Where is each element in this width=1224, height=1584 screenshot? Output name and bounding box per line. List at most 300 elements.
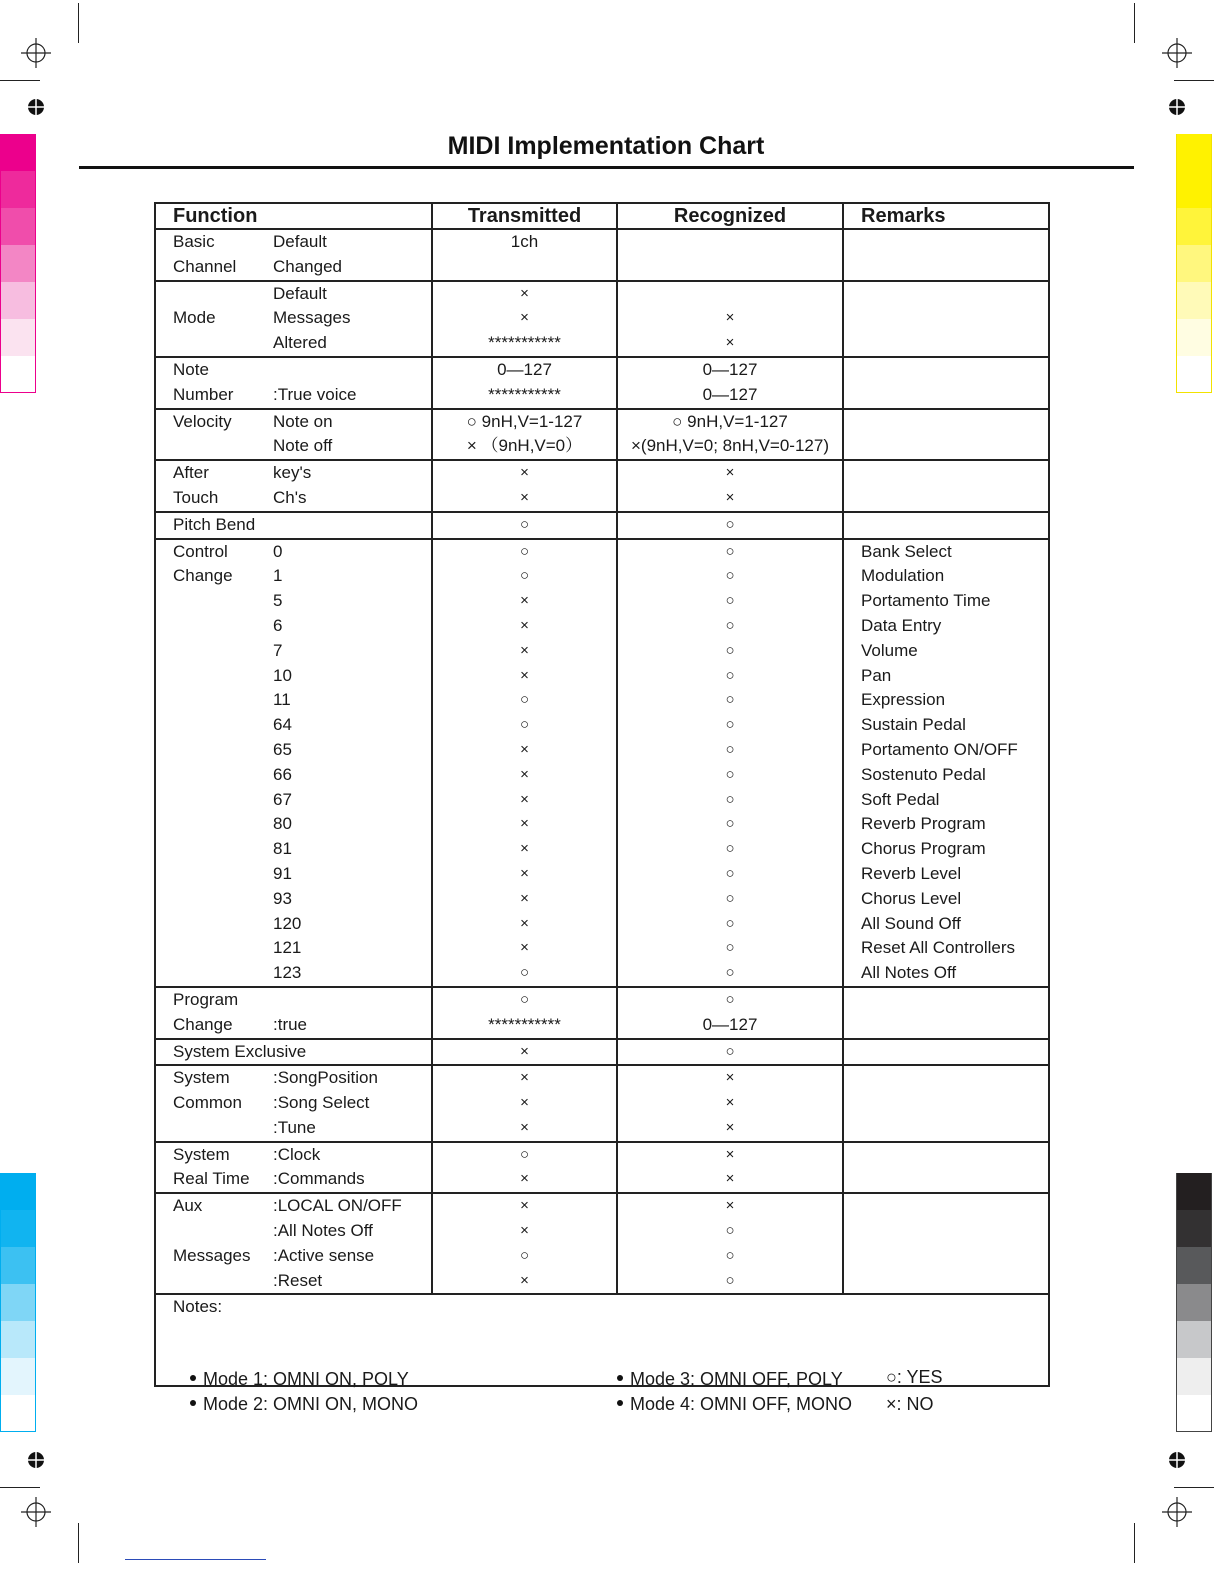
function-label: Mode (173, 308, 216, 328)
recognized-cell (617, 1039, 843, 1066)
remark-text: Sostenuto Pedal (861, 764, 986, 784)
legend-mode-3-text: Mode 3: OMNI OFF, POLY (630, 1369, 843, 1389)
remark-text (861, 358, 1048, 383)
recognized-cell (617, 460, 843, 512)
recognized-value: × (725, 1118, 735, 1136)
function-label: Pitch Bend (173, 514, 256, 534)
recognized-cell (617, 1065, 843, 1141)
recognized-cell (617, 539, 843, 987)
table-row-group (155, 1142, 1049, 1194)
recognized-value: × (725, 1197, 735, 1215)
recognized-value: ○ (725, 740, 735, 758)
function-line (173, 358, 431, 383)
recognized-value: 0—127 (702, 359, 758, 379)
transmitted-value: ○ (519, 1145, 530, 1163)
remark-text (861, 331, 1048, 356)
function-line (173, 1269, 431, 1294)
recognized-value: × (725, 1145, 735, 1163)
function-line (173, 936, 431, 961)
function-line (173, 763, 431, 788)
color-swatch (0, 1210, 36, 1247)
color-swatch (0, 1358, 36, 1395)
transmitted-value: ○ (519, 691, 530, 709)
transmitted-value: ○ (519, 567, 530, 585)
remark-text: Reverb Level (861, 863, 962, 883)
legend-yes: ○: YES (886, 1367, 943, 1387)
color-swatch (1176, 1210, 1212, 1247)
function-label (173, 664, 273, 689)
function-sublabel: Changed (273, 256, 343, 276)
function-line (173, 589, 431, 614)
recognized-value (618, 282, 842, 307)
recognized-cell (617, 987, 843, 1039)
function-label (173, 738, 273, 763)
recognized-value: ○ (725, 542, 735, 560)
recognized-value (618, 230, 842, 255)
remark-text: Modulation (861, 566, 945, 586)
color-swatch (1176, 171, 1212, 208)
transmitted-value: × (520, 666, 529, 684)
recognized-value: ○ (725, 914, 735, 932)
function-line (173, 564, 431, 589)
color-swatch (1176, 208, 1212, 245)
remark-text: All Notes Off (861, 963, 957, 983)
function-sublabel: :All Notes Off (273, 1221, 373, 1241)
remark-text (861, 1167, 1048, 1192)
table-row-group (155, 460, 1049, 512)
transmitted-value (433, 255, 616, 280)
recognized-value: ○ (725, 567, 735, 585)
function-label: After (173, 463, 209, 483)
function-line (173, 1219, 431, 1244)
recognized-value: ○ (725, 1271, 735, 1289)
transmitted-cell (432, 539, 617, 987)
color-swatch (1176, 282, 1212, 319)
function-sublabel: :Reset (273, 1270, 323, 1290)
title-divider (79, 166, 1134, 169)
remark-text (861, 1194, 1048, 1219)
recognized-value: ○ (725, 840, 735, 858)
function-line (173, 1013, 431, 1038)
registration-dot-icon (1168, 1451, 1186, 1469)
function-sublabel: Default (273, 283, 327, 303)
recognized-cell (617, 512, 843, 539)
table-row-group (155, 409, 1049, 461)
table-row-group (155, 1039, 1049, 1066)
remark-text (861, 1219, 1048, 1244)
transmitted-value: × （9nH,V=0） (466, 436, 583, 456)
registration-target-icon (1162, 38, 1192, 68)
remarks-cell (843, 229, 1049, 281)
remark-text: Volume (861, 640, 918, 660)
transmitted-cell (432, 357, 617, 409)
function-sublabel: 10 (273, 665, 292, 685)
header-function: Function (155, 203, 432, 229)
function-line (173, 306, 431, 331)
function-sublabel: 65 (273, 739, 292, 759)
color-swatch (1176, 1284, 1212, 1321)
function-line (173, 1066, 431, 1091)
function-sublabel: 120 (273, 913, 302, 933)
function-cell (155, 1039, 432, 1066)
registration-target-icon (21, 38, 51, 68)
function-line (173, 461, 431, 486)
registration-dot-icon (27, 98, 45, 116)
function-label: Number (173, 384, 234, 404)
recognized-value: ○ (725, 1222, 735, 1240)
legend-mode-2 (190, 1394, 418, 1415)
function-sublabel: 64 (273, 715, 292, 735)
transmitted-value: × (520, 1222, 529, 1240)
function-sublabel: Ch's (273, 487, 307, 507)
remark-text: Expression (861, 690, 946, 710)
function-line (173, 664, 431, 689)
recognized-value: ○ (725, 964, 735, 982)
transmitted-value: × (520, 641, 529, 659)
function-label: Program (173, 989, 239, 1009)
notes-label: Notes: (173, 1297, 223, 1317)
transmitted-value: × (520, 740, 529, 758)
function-line (173, 614, 431, 639)
transmitted-value: 1ch (510, 232, 539, 251)
transmitted-value: × (520, 939, 529, 957)
function-cell (155, 512, 432, 539)
function-line (173, 1143, 431, 1168)
registration-dot-icon (1168, 98, 1186, 116)
function-cell (155, 409, 432, 461)
function-cell (155, 1193, 432, 1294)
transmitted-value: × (520, 840, 529, 858)
function-label (173, 862, 273, 887)
transmitted-value: × (520, 790, 529, 808)
function-sublabel: :Clock (273, 1144, 321, 1164)
transmitted-value: × (520, 309, 529, 327)
remark-text (861, 255, 1048, 280)
function-label (173, 282, 273, 307)
remark-text (861, 1013, 1048, 1038)
transmitted-value: × (520, 889, 529, 907)
function-line (173, 738, 431, 763)
function-sublabel: Note off (273, 436, 333, 456)
color-swatch (1176, 319, 1212, 356)
header-remarks: Remarks (843, 203, 1049, 229)
transmitted-value: × (520, 616, 529, 634)
crop-mark (1174, 80, 1214, 81)
recognized-value: ○ (725, 1042, 735, 1060)
transmitted-value: × (520, 914, 529, 932)
color-swatch (0, 282, 36, 319)
legend-mode-4 (617, 1394, 852, 1415)
function-sublabel: :true (273, 1014, 308, 1034)
function-line (173, 713, 431, 738)
recognized-value: ○ (725, 765, 735, 783)
remark-text (861, 383, 1048, 408)
remark-text: Chorus Level (861, 888, 962, 908)
recognized-cell (617, 281, 843, 357)
function-label (173, 936, 273, 961)
remark-text (861, 1040, 1048, 1065)
function-label: Messages (173, 1245, 251, 1265)
recognized-cell (617, 357, 843, 409)
function-line (173, 1194, 431, 1219)
bottom-underline (125, 1559, 266, 1560)
function-label: Common (173, 1093, 242, 1113)
function-sublabel: 66 (273, 764, 292, 784)
transmitted-value: *********** (488, 384, 561, 404)
transmitted-value: × (520, 284, 529, 302)
recognized-value: × (725, 464, 735, 482)
function-sublabel: 1 (273, 566, 283, 586)
remarks-cell (843, 357, 1049, 409)
function-label: Aux (173, 1196, 203, 1216)
function-cell (155, 281, 432, 357)
transmitted-cell (432, 987, 617, 1039)
color-swatch (1176, 1321, 1212, 1358)
color-swatch (0, 1321, 36, 1358)
function-label (173, 713, 273, 738)
remark-text (861, 1116, 1048, 1141)
transmitted-value: ○ (519, 990, 530, 1008)
function-sublabel: 11 (273, 690, 291, 710)
transmitted-value: ○ (519, 542, 530, 560)
legend-mode-3 (617, 1369, 843, 1390)
function-sublabel: key's (273, 463, 312, 483)
function-line (173, 434, 431, 459)
bullet-icon (190, 1375, 196, 1381)
legend-no: ×: NO (886, 1394, 934, 1414)
function-sublabel: Default (273, 232, 327, 251)
function-line (173, 383, 431, 408)
color-swatch (0, 1284, 36, 1321)
function-line (173, 1116, 431, 1141)
function-label (173, 812, 273, 837)
transmitted-value: × (520, 1069, 529, 1087)
function-label: System (173, 1144, 230, 1164)
remark-text: Soft Pedal (861, 789, 940, 809)
transmitted-cell (432, 1065, 617, 1141)
table-row-group (155, 357, 1049, 409)
legend-mode-1 (190, 1369, 409, 1390)
function-cell (155, 229, 432, 281)
function-line (173, 1091, 431, 1116)
transmitted-cell (432, 1193, 617, 1294)
recognized-value: ×(9nH,V=0; 8nH,V=0-127) (631, 436, 829, 456)
function-line (173, 255, 431, 280)
transmitted-value: × (520, 765, 529, 783)
crop-mark (78, 3, 79, 43)
color-swatch (1176, 1173, 1212, 1210)
function-label (173, 1116, 273, 1141)
remark-text (861, 1066, 1048, 1091)
legend-mode-1-text: Mode 1: OMNI ON, POLY (203, 1369, 409, 1389)
function-line (173, 788, 431, 813)
transmitted-value: ○ (519, 1246, 530, 1264)
function-label (173, 614, 273, 639)
function-label (173, 331, 273, 356)
function-line (173, 282, 431, 307)
table-row-group (155, 229, 1049, 281)
function-line (173, 513, 431, 538)
function-label: System Exclusive (173, 1041, 307, 1061)
function-line (173, 887, 431, 912)
recognized-value: ○ (725, 815, 735, 833)
recognized-value: × (725, 1069, 735, 1087)
table-row-group (155, 1193, 1049, 1294)
recognized-value: ○ (725, 1246, 735, 1264)
header-recognized: Recognized (617, 203, 843, 229)
recognized-value: ○ (725, 592, 735, 610)
function-label (173, 434, 273, 459)
function-line (173, 837, 431, 862)
remarks-cell (843, 409, 1049, 461)
transmitted-value: × (520, 1118, 529, 1136)
legend-mode-4-text: Mode 4: OMNI OFF, MONO (630, 1394, 853, 1414)
remark-text (861, 1244, 1048, 1269)
bullet-icon (617, 1400, 623, 1406)
function-label: System (173, 1068, 230, 1088)
transmitted-cell (432, 229, 617, 281)
function-sublabel: 123 (273, 963, 302, 983)
transmitted-value: × (520, 864, 529, 882)
color-swatch (1176, 245, 1212, 282)
function-label (173, 763, 273, 788)
function-label: Touch (173, 487, 219, 507)
function-label (173, 589, 273, 614)
function-sublabel: Messages (273, 308, 351, 328)
color-swatch (1176, 1395, 1212, 1432)
recognized-cell (617, 409, 843, 461)
function-sublabel: 5 (273, 591, 283, 611)
function-sublabel: 91 (273, 863, 292, 883)
remark-text (861, 988, 1048, 1013)
transmitted-value: × (520, 1042, 529, 1060)
remark-text: Portamento ON/OFF (861, 739, 1018, 759)
function-line (173, 1167, 431, 1192)
function-line (173, 540, 431, 565)
function-sublabel: :LOCAL ON/OFF (273, 1196, 402, 1216)
function-label: Basic (173, 232, 215, 251)
function-label (173, 1269, 273, 1294)
color-swatch (0, 245, 36, 282)
bullet-icon (617, 1375, 623, 1381)
crop-mark (1174, 1487, 1214, 1488)
remarks-cell (843, 1193, 1049, 1294)
recognized-value (618, 255, 842, 280)
function-line (173, 1244, 431, 1269)
transmitted-value: × (520, 488, 529, 506)
function-sublabel: 7 (273, 640, 283, 660)
function-line (173, 862, 431, 887)
function-line (173, 230, 431, 255)
recognized-value: 0—127 (702, 384, 758, 404)
header-transmitted: Transmitted (432, 203, 617, 229)
function-sublabel: 67 (273, 789, 292, 809)
recognized-value: ○ 9nH,V=1-127 (672, 411, 788, 431)
transmitted-value: × (520, 464, 529, 482)
recognized-value: ○ (725, 641, 735, 659)
color-swatch (0, 171, 36, 208)
remark-text: Chorus Program (861, 839, 986, 859)
remark-text: Pan (861, 665, 892, 685)
remark-text (861, 486, 1048, 511)
function-label: Real Time (173, 1169, 250, 1189)
recognized-value: ○ (725, 864, 735, 882)
recognized-value: × (725, 488, 735, 506)
recognized-value: ○ (725, 515, 735, 533)
function-label: Control (173, 541, 228, 561)
color-swatch (1176, 356, 1212, 393)
recognized-value: × (725, 309, 735, 327)
registration-target-icon (1162, 1497, 1192, 1527)
transmitted-cell (432, 512, 617, 539)
midi-implementation-table (154, 202, 1050, 1387)
function-label (173, 837, 273, 862)
color-swatch (1176, 1358, 1212, 1395)
function-sublabel: 93 (273, 888, 292, 908)
function-cell (155, 460, 432, 512)
table-row-group (155, 987, 1049, 1039)
remark-text (861, 461, 1048, 486)
function-line (173, 1040, 431, 1065)
transmitted-value: 0—127 (497, 359, 552, 379)
recognized-cell (617, 1142, 843, 1194)
function-sublabel: :Active sense (273, 1245, 375, 1265)
transmitted-value: ○ (519, 716, 530, 734)
table-row-group (155, 1065, 1049, 1141)
remark-text (861, 410, 1048, 435)
remark-text: Reverb Program (861, 814, 986, 834)
page-title: MIDI Implementation Chart (447, 132, 765, 160)
recognized-value: × (725, 1094, 735, 1112)
remark-text: Sustain Pedal (861, 715, 966, 735)
function-label (173, 961, 273, 986)
table-row-group (155, 539, 1049, 987)
crop-mark (78, 1523, 79, 1563)
color-swatch (0, 1395, 36, 1432)
recognized-value: ○ (725, 691, 735, 709)
transmitted-value: × (520, 815, 529, 833)
remark-text: All Sound Off (861, 913, 961, 933)
function-sublabel: Altered (273, 333, 327, 353)
function-label (173, 639, 273, 664)
transmitted-cell (432, 281, 617, 357)
color-swatch (0, 1247, 36, 1284)
transmitted-value: ○ (519, 515, 530, 533)
crop-mark (1134, 3, 1135, 43)
function-sublabel: :Song Select (273, 1093, 370, 1113)
remark-text (861, 1091, 1048, 1116)
recognized-value: ○ (725, 790, 735, 808)
remarks-cell (843, 281, 1049, 357)
function-label: Velocity (173, 411, 232, 431)
recognized-value: ○ (725, 939, 735, 957)
function-sublabel: 121 (273, 938, 302, 958)
function-sublabel: :Commands (273, 1169, 365, 1189)
transmitted-value: × (520, 1170, 529, 1188)
registration-target-icon (21, 1497, 51, 1527)
remark-text (861, 1269, 1048, 1294)
remark-text: Data Entry (861, 615, 942, 635)
function-sublabel: 0 (273, 541, 283, 561)
recognized-value: × (725, 1170, 735, 1188)
remarks-cell (843, 987, 1049, 1039)
function-line (173, 639, 431, 664)
table-row-group (155, 281, 1049, 357)
remark-text (861, 1143, 1048, 1168)
transmitted-value: × (520, 1197, 529, 1215)
function-cell (155, 1142, 432, 1194)
function-sublabel: 81 (273, 839, 292, 859)
